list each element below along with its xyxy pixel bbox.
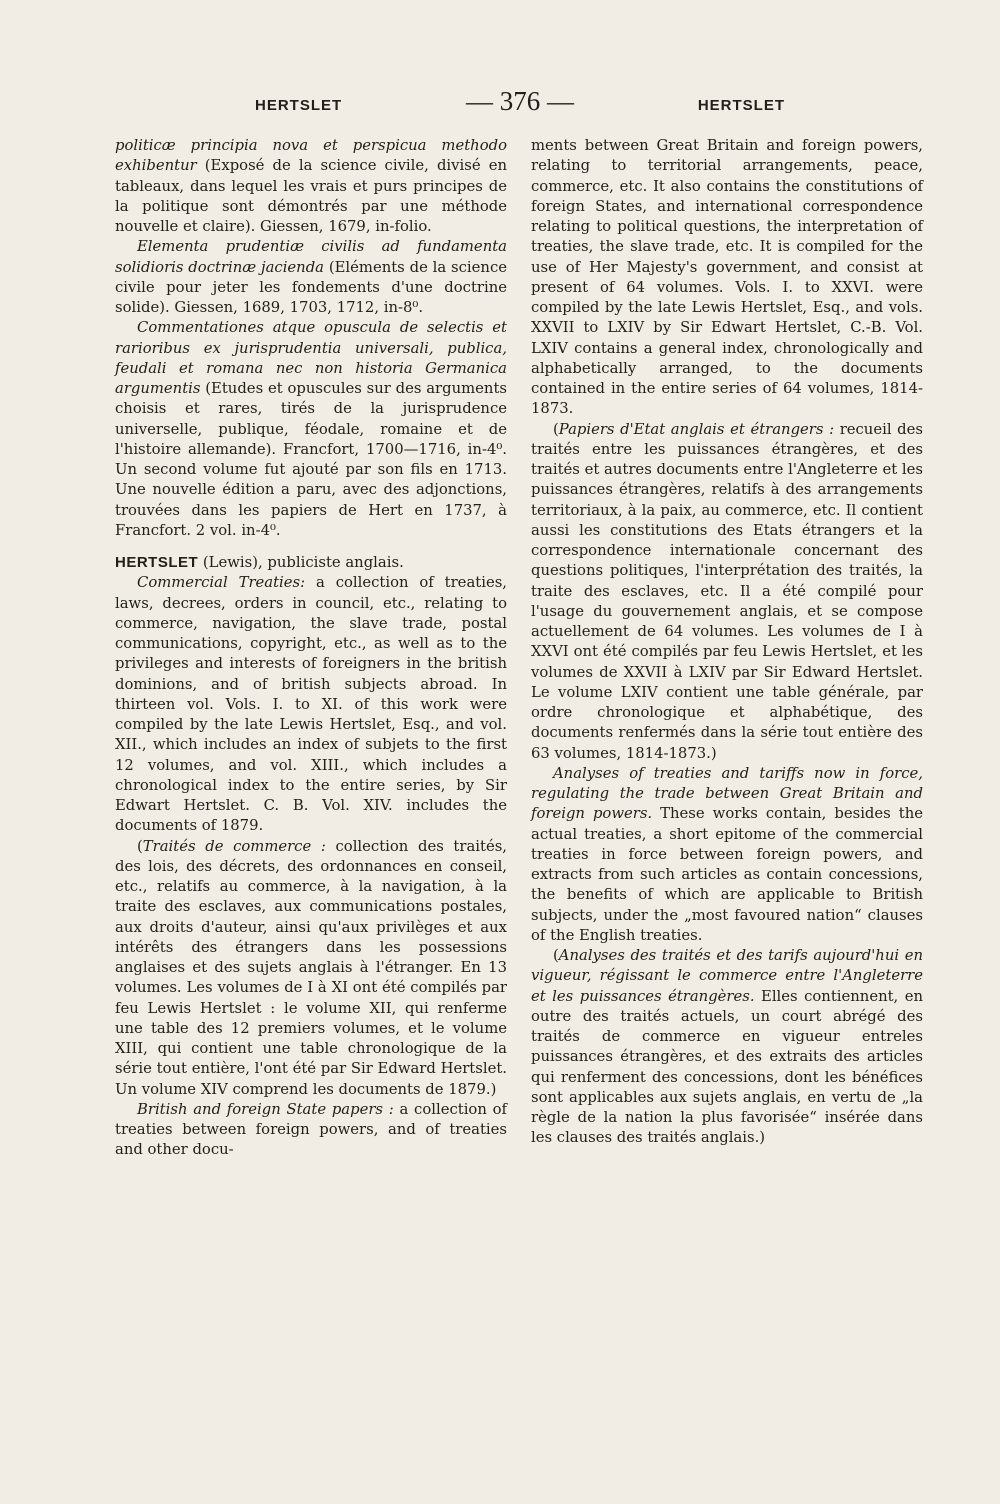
right-column (531, 136, 923, 1149)
title-italic: British and foreign State papers : (137, 1100, 394, 1118)
paragraph-elementa (115, 237, 507, 318)
paragraph-commentationes (115, 318, 507, 541)
paragraph-text: (Etudes et opuscules sur des arguments choisis et rares, tirés de la jurisprudence universelle, publique, féodale, romaine et de l'histoire allemande). Francfort, 1700—1716, in-4⁰. Un second volume fut ajouté par son fils en 1713. Une nouvelle édition a paru, avec des adjonctions, trouvées dans les papiers de Hert en 1737, à Francfort. 2 vol. in-4⁰. (115, 380, 507, 539)
title-italic: Analyses des traités et des tarifs aujourd'hui en vigueur, régissant le commerce entre l'Angleterre et les puissances étrangères. (531, 947, 923, 1005)
running-head-right: HERTSLET (697, 97, 785, 114)
entry-heading (115, 553, 507, 573)
title-italic: Papiers d'Etat anglais et étrangers : (558, 420, 835, 438)
paragraph-commercial-treaties (115, 573, 507, 836)
title-italic: Commercial Treaties: (137, 574, 306, 592)
page-number: — 376 — (466, 86, 574, 116)
title-italic: Commentationes atque opuscula de selectis et rarioribus ex jurisprudentia universali, publica, feudali et romana nec non historia Germanica argumentis (115, 319, 507, 397)
paragraph-text: (Eléments de la science civile pour jeter les fondements d'une doctrine solide). Giessen, 1689, 1703, 1712, in-8⁰. (115, 258, 507, 316)
paragraph-papiers-d-etat (531, 420, 923, 764)
title-italic: politicæ principia nova et perspicua methodo exhibentur (115, 137, 507, 175)
open-paren: ( (553, 947, 559, 964)
paragraph-traites-de-commerce (115, 837, 507, 1100)
paragraph-text: ments between Great Britain and foreign powers, relating to territorial arrangements, peace, commerce, etc. It also contains the constitutions of foreign States, and international correspondence relating to political questions, the interpretation of treaties, the slave trade, etc. It is compiled for the use of Her Majesty's government, and consist at present of 64 volumes. Vols. I. to XXVI. were compiled by the late Lewis Hertslet, Esq., and vols. XXVII to LXIV by Sir Edwart Hertslet, C.-B. Vol. LXIV contains a general index, chronologically and alphabetically arranged, to the documents contained in the entire series of 64 volumes, 1814-1873. (531, 137, 923, 418)
paragraph-state-papers-continued (531, 136, 923, 420)
running-head (255, 86, 785, 116)
open-paren: ( (553, 420, 559, 438)
paragraph-state-papers (115, 1100, 507, 1161)
paragraph-analyses-of-treaties (531, 764, 923, 946)
paragraph-politicae (115, 136, 507, 237)
headword-description: (Lewis), publiciste anglais. (198, 554, 404, 571)
paragraph-text: (Exposé de la science civile, divisé en tableaux, dans lequel les vrais et purs principes de la politique sont démontrés par une méthode nouvelle et claire). Giessen, 1679, in-folio. (115, 157, 507, 235)
title-italic: Analyses of treaties and tariffs now in force, regulating the trade between Great Britain and foreign powers. (531, 764, 923, 823)
paragraph-text: Elles contiennent, en outre des traités actuels, un court abrégé des traités de commerce en vigueur entreles puissances étrangères, et des extraits des articles qui renferment des concessions, dont les bénéfices sont applicables aux sujets anglais, en vertu de „la règle de la nation la plus favorisée“ insérée dans les clauses des traités anglais.) (531, 987, 923, 1147)
headword: HERTSLET (115, 554, 199, 571)
paragraph-text: recueil des traités entre les puissances étrangères, et des traités et autres documents entre l'Angleterre et les puissances étrangères, relatifs à des arrangements territoriaux, à la paix, au commerce, etc. Il contient aussi les constitutions des Etats étrangers et la correspondence internationale concernant des questions politiques, l'interprétation des traités, la traite des esclaves, etc. Il a été compilé pour l'usage du gouvernement anglais, et se compose actuellement de 64 volumes. Les volumes de I à XXVI ont été compilés par feu Lewis Hertslet, et les volumes de XXVII à LXIV par Sir Edward Hertslet. Le volume LXIV contient une table générale, par ordre chronologique et alphabétique, des documents renfermés dans la série tout entière des 63 volumes, 1814-1873.) (531, 420, 923, 762)
paragraph-text: These works contain, besides the actual treaties, a short epitome of the commercial treaties in force between foreign powers, and extracts from such articles as contain concessions, the benefits of which are applicable to British subjects, under the „most favoured nation“ clauses of the English treaties. (531, 805, 923, 944)
paragraph-analyses-des-traites (531, 946, 923, 1149)
paragraph-text: a collection of treaties, laws, decrees, orders in council, etc., relating to commerce, navigation, the slave trade, postal communications, copyright, etc., as well as to the privileges and interests of foreigners in the british dominions, and of british subjects abroad. In thirteen vol. Vols. I. to XI. of this work were compiled by the late Lewis Hertslet, Esq., and vol. XII., which includes an index of subjets to the first 12 volumes, and vol. XIII., which includes a chronological index to the entire series, by Sir Edwart Hertslet. C. B. Vol. XIV. includes the documents of 1879. (115, 574, 507, 835)
title-italic: Elementa prudentiæ civilis ad fundamenta solidioris doctrinæ jacienda (115, 238, 507, 276)
running-head-left: HERTSLET (255, 97, 343, 114)
open-paren: ( (137, 837, 143, 855)
paragraph-text: collection des traités, des lois, des décrets, des ordonnances en conseil, etc., relatifs au commerce, à la navigation, à la traite des esclaves, aux communications postales, aux droits d'auteur, ainsi qu'aux privilèges et aux intérêts des étrangers dans les possessions anglaises et des sujets anglais à l'étranger. En 13 volumes. Les volumes de I à XI ont été compilés par feu Lewis Hertslet : le volume XII, qui renferme une table des 12 premiers volumes, et le volume XIII, qui contient une table chronologique de la série tout entière, l'ont été par Sir Edward Hertslet. Un volume XIV comprend les documents de 1879.) (115, 837, 508, 1098)
left-column (115, 136, 507, 1161)
paragraph-text: a collection of treaties between foreign powers, and of treaties and other docu- (115, 1100, 507, 1159)
title-italic: Traités de commerce : (142, 837, 326, 855)
